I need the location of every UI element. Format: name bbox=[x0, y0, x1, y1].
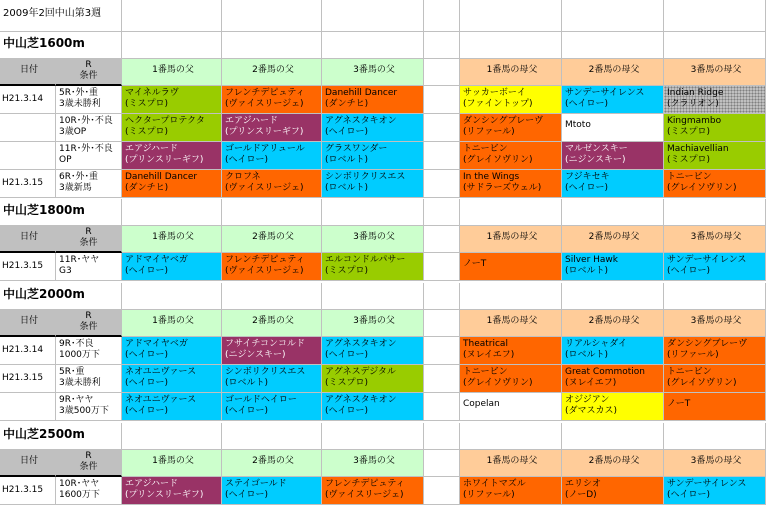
damsire-header-1[interactable] bbox=[460, 450, 562, 477]
sire-cell[interactable] bbox=[122, 170, 222, 198]
race-condition[interactable] bbox=[56, 142, 122, 170]
sire-header-2-text: 2番馬の父 bbox=[252, 65, 294, 75]
sire-cell-text: Danehill Dancer (ダンチヒ) bbox=[325, 88, 398, 109]
sire-header-3-text: 3番馬の父 bbox=[353, 65, 395, 75]
race-condition-text: 11R･ヤヤ G3 bbox=[59, 255, 100, 276]
sire-cell-text: ネオユニヴァース (ヘイロー) bbox=[125, 395, 197, 416]
empty-cell[interactable] bbox=[424, 423, 460, 450]
sire-cell-text: ゴールドアリュール (ヘイロー) bbox=[225, 144, 305, 165]
spacer-cell[interactable] bbox=[424, 226, 460, 253]
damsire-header-3-text: 3番馬の母父 bbox=[690, 232, 742, 242]
race-condition-text: 9R･ヤヤ 3歳500万下 bbox=[59, 395, 109, 416]
sire-cell-text: フレンチデピュティ (ヴァイスリージェ) bbox=[225, 88, 305, 109]
damsire-cell[interactable] bbox=[460, 337, 562, 365]
sire-cell-text: ヘクタープロテクタ (ミスプロ) bbox=[125, 116, 205, 137]
damsire-header-1[interactable] bbox=[460, 226, 562, 253]
sire-cell[interactable] bbox=[222, 253, 322, 281]
race-condition-text: 5R･外･重 3歳未勝利 bbox=[59, 88, 101, 109]
date-header[interactable] bbox=[0, 310, 56, 337]
damsire-cell-text: フジキセキ (ヘイロー) bbox=[565, 172, 610, 193]
empty-cell[interactable] bbox=[460, 0, 562, 32]
damsire-cell-text: トニービン (グレイソヴリン) bbox=[463, 367, 533, 388]
spacer-cell[interactable] bbox=[424, 86, 460, 114]
empty-cell[interactable] bbox=[664, 199, 766, 226]
sire-cell-text: フサイチコンコルド (ニジンスキー) bbox=[225, 339, 306, 360]
sire-header-2[interactable] bbox=[222, 59, 322, 86]
sire-cell[interactable] bbox=[322, 365, 424, 393]
sire-cell[interactable] bbox=[222, 477, 322, 505]
sire-cell-text: アグネスタキオン (ヘイロー) bbox=[325, 116, 397, 137]
sire-cell[interactable] bbox=[222, 365, 322, 393]
sire-cell-text: エアジハード (プリンスリーギフ) bbox=[125, 144, 204, 165]
sire-cell-text: グラスワンダー (ロベルト) bbox=[325, 144, 388, 165]
sheet-title-cell-text: 2009年2回中山第3週 bbox=[3, 8, 102, 19]
damsire-cell-text: サッカーボーイ (ファイントップ) bbox=[463, 88, 533, 109]
damsire-cell[interactable] bbox=[460, 86, 562, 114]
sire-cell[interactable] bbox=[322, 86, 424, 114]
empty-cell[interactable] bbox=[460, 283, 562, 310]
sire-cell[interactable] bbox=[322, 142, 424, 170]
damsire-header-3[interactable] bbox=[664, 450, 766, 477]
race-condition[interactable] bbox=[56, 365, 122, 393]
sire-cell[interactable] bbox=[222, 170, 322, 198]
race-date-text: H21.3.14 bbox=[2, 94, 44, 104]
sire-cell-text: フレンチデピュティ (ヴァイスリージェ) bbox=[225, 255, 305, 276]
empty-cell[interactable] bbox=[122, 32, 222, 59]
sire-cell-text: ネオユニヴァース (ヘイロー) bbox=[125, 367, 197, 388]
damsire-cell[interactable] bbox=[460, 477, 562, 505]
damsire-cell-text: ダンシングブレーヴ (リファール) bbox=[667, 339, 748, 360]
sire-cell-text: ステイゴールド (ヘイロー) bbox=[225, 479, 287, 500]
date-header-text: 日付 bbox=[19, 316, 38, 326]
sire-header-1[interactable] bbox=[122, 310, 222, 337]
empty-cell[interactable] bbox=[322, 199, 424, 226]
damsire-cell[interactable] bbox=[664, 86, 766, 114]
sire-cell[interactable] bbox=[122, 477, 222, 505]
race-condition-header[interactable] bbox=[56, 226, 122, 253]
race-condition-text: 9R･不良 1000万下 bbox=[59, 339, 100, 360]
damsire-cell[interactable] bbox=[460, 170, 562, 198]
damsire-header-1[interactable] bbox=[460, 59, 562, 86]
race-condition-header[interactable] bbox=[56, 310, 122, 337]
race-date[interactable] bbox=[0, 477, 56, 505]
damsire-cell-text: ノーT bbox=[463, 259, 487, 269]
course-header[interactable] bbox=[0, 32, 122, 59]
damsire-cell[interactable] bbox=[664, 365, 766, 393]
damsire-cell[interactable] bbox=[562, 86, 664, 114]
damsire-cell-text: トニービン (グレイソヴリン) bbox=[463, 144, 533, 165]
damsire-header-2-text: 2番馬の母父 bbox=[588, 232, 640, 242]
date-header-text: 日付 bbox=[19, 456, 38, 466]
empty-cell[interactable] bbox=[222, 283, 322, 310]
damsire-cell[interactable] bbox=[562, 337, 664, 365]
sire-cell[interactable] bbox=[222, 337, 322, 365]
date-header[interactable] bbox=[0, 450, 56, 477]
damsire-header-1-text: 1番馬の母父 bbox=[486, 65, 538, 75]
sire-header-3[interactable] bbox=[322, 226, 424, 253]
damsire-cell-text: Theatrical (ヌレイエフ) bbox=[463, 339, 515, 360]
sire-cell[interactable] bbox=[222, 86, 322, 114]
race-condition[interactable] bbox=[56, 170, 122, 198]
empty-cell[interactable] bbox=[424, 199, 460, 226]
spacer-cell[interactable] bbox=[424, 477, 460, 505]
race-date-text: H21.3.15 bbox=[2, 485, 44, 495]
sire-cell[interactable] bbox=[122, 365, 222, 393]
course-header[interactable] bbox=[0, 199, 122, 226]
date-header[interactable] bbox=[0, 59, 56, 86]
damsire-header-2[interactable] bbox=[562, 450, 664, 477]
empty-cell[interactable] bbox=[122, 423, 222, 450]
damsire-cell[interactable] bbox=[562, 114, 664, 142]
sire-cell-text: Danehill Dancer (ダンチヒ) bbox=[125, 172, 198, 193]
sire-cell[interactable] bbox=[122, 86, 222, 114]
course-header-text: 中山芝2500m bbox=[3, 427, 85, 441]
empty-cell[interactable] bbox=[664, 32, 766, 59]
damsire-cell[interactable] bbox=[664, 114, 766, 142]
race-condition-text: 5R･重 3歳未勝利 bbox=[59, 367, 101, 388]
sire-cell-text: エアジハード (プリンスリーギフ) bbox=[225, 116, 304, 137]
empty-cell[interactable] bbox=[562, 423, 664, 450]
spacer-cell[interactable] bbox=[424, 393, 460, 421]
sire-cell-text: ゴールドヘイロー (ヘイロー) bbox=[225, 395, 297, 416]
damsire-header-2-text: 2番馬の母父 bbox=[588, 456, 640, 466]
sire-header-3[interactable] bbox=[322, 59, 424, 86]
spacer-cell[interactable] bbox=[424, 365, 460, 393]
race-condition-header-text: R 条件 bbox=[79, 60, 98, 81]
empty-cell[interactable] bbox=[562, 0, 664, 32]
sire-cell[interactable] bbox=[322, 114, 424, 142]
damsire-cell[interactable] bbox=[664, 253, 766, 281]
race-condition-header[interactable] bbox=[56, 59, 122, 86]
course-header-text: 中山芝2000m bbox=[3, 287, 85, 301]
damsire-cell[interactable] bbox=[664, 170, 766, 198]
race-date-text: H21.3.14 bbox=[2, 345, 44, 355]
empty-cell[interactable] bbox=[424, 283, 460, 310]
course-header[interactable] bbox=[0, 283, 122, 310]
damsire-cell[interactable] bbox=[460, 393, 562, 421]
empty-cell[interactable] bbox=[460, 423, 562, 450]
empty-cell[interactable] bbox=[562, 32, 664, 59]
sire-header-2-text: 2番馬の父 bbox=[252, 456, 294, 466]
damsire-header-1-text: 1番馬の母父 bbox=[486, 316, 538, 326]
sire-header-1[interactable] bbox=[122, 59, 222, 86]
damsire-cell[interactable] bbox=[562, 170, 664, 198]
empty-cell[interactable] bbox=[222, 0, 322, 32]
sire-cell[interactable] bbox=[222, 114, 322, 142]
spacer-cell[interactable] bbox=[424, 170, 460, 198]
race-date[interactable] bbox=[0, 142, 56, 170]
date-header-text: 日付 bbox=[19, 232, 38, 242]
race-date-text: H21.3.15 bbox=[2, 373, 44, 383]
empty-cell[interactable] bbox=[322, 32, 424, 59]
sire-cell[interactable] bbox=[222, 393, 322, 421]
empty-cell[interactable] bbox=[322, 423, 424, 450]
sire-header-3-text: 3番馬の父 bbox=[353, 316, 395, 326]
empty-cell[interactable] bbox=[322, 283, 424, 310]
sire-cell-text: エルコンドルパサー (ミスプロ) bbox=[325, 255, 406, 276]
race-date[interactable] bbox=[0, 170, 56, 198]
sire-cell[interactable] bbox=[322, 253, 424, 281]
spacer-cell[interactable] bbox=[424, 114, 460, 142]
damsire-header-1[interactable] bbox=[460, 310, 562, 337]
sire-cell[interactable] bbox=[322, 170, 424, 198]
race-condition-header-text: R 条件 bbox=[79, 451, 98, 472]
spacer-cell[interactable] bbox=[424, 310, 460, 337]
damsire-cell-text: サンデーサイレンス (ヘイロー) bbox=[565, 88, 645, 109]
damsire-cell-text: トニービン (グレイソヴリン) bbox=[667, 367, 737, 388]
damsire-cell-text: ダンシングブレーヴ (リファール) bbox=[463, 116, 544, 137]
damsire-header-2[interactable] bbox=[562, 310, 664, 337]
sire-cell[interactable] bbox=[122, 142, 222, 170]
sheet-title-cell[interactable] bbox=[0, 0, 122, 32]
course-header[interactable] bbox=[0, 423, 122, 450]
damsire-header-1-text: 1番馬の母父 bbox=[486, 456, 538, 466]
damsire-header-3-text: 3番馬の母父 bbox=[690, 456, 742, 466]
course-header-text: 中山芝1800m bbox=[3, 203, 85, 217]
damsire-cell[interactable] bbox=[664, 337, 766, 365]
sire-header-2[interactable] bbox=[222, 450, 322, 477]
sire-header-2[interactable] bbox=[222, 226, 322, 253]
damsire-header-3[interactable] bbox=[664, 310, 766, 337]
damsire-cell[interactable] bbox=[460, 365, 562, 393]
sire-cell-text: アドマイヤベガ (ヘイロー) bbox=[125, 255, 188, 276]
sire-header-1-text: 1番馬の父 bbox=[152, 65, 194, 75]
empty-cell[interactable] bbox=[122, 199, 222, 226]
damsire-cell-text: Machiavellian (ミスプロ) bbox=[667, 144, 729, 165]
damsire-cell[interactable] bbox=[664, 477, 766, 505]
spacer-cell[interactable] bbox=[424, 142, 460, 170]
damsire-cell-text: ノーT bbox=[667, 399, 691, 409]
sire-cell-text: シンボリクリスエス (ロベルト) bbox=[325, 172, 406, 193]
course-header-text: 中山芝1600m bbox=[3, 36, 85, 50]
empty-cell[interactable] bbox=[424, 32, 460, 59]
damsire-cell-text: リアルシャダイ (ロベルト) bbox=[565, 339, 628, 360]
empty-cell[interactable] bbox=[460, 32, 562, 59]
sire-header-3[interactable] bbox=[322, 450, 424, 477]
sire-header-1[interactable] bbox=[122, 226, 222, 253]
race-condition-text: 6R･外･重 3歳新馬 bbox=[59, 172, 98, 193]
damsire-cell[interactable] bbox=[562, 477, 664, 505]
sire-header-3-text: 3番馬の父 bbox=[353, 232, 395, 242]
race-date[interactable] bbox=[0, 365, 56, 393]
spacer-cell[interactable] bbox=[424, 253, 460, 281]
empty-cell[interactable] bbox=[562, 199, 664, 226]
sire-cell[interactable] bbox=[322, 337, 424, 365]
date-header-text: 日付 bbox=[19, 65, 38, 75]
damsire-cell-text: サンデーサイレンス (ヘイロー) bbox=[667, 479, 747, 500]
sire-cell[interactable] bbox=[122, 114, 222, 142]
empty-cell[interactable] bbox=[122, 0, 222, 32]
sire-header-3[interactable] bbox=[322, 310, 424, 337]
race-condition-header-text: R 条件 bbox=[79, 227, 98, 248]
sire-header-2[interactable] bbox=[222, 310, 322, 337]
sire-header-3-text: 3番馬の父 bbox=[353, 456, 395, 466]
spacer-cell[interactable] bbox=[424, 59, 460, 86]
damsire-header-2-text: 2番馬の母父 bbox=[588, 65, 640, 75]
sire-cell-text: フレンチデピュティ (ヴァイスリージェ) bbox=[325, 479, 405, 500]
race-date[interactable] bbox=[0, 114, 56, 142]
empty-cell[interactable] bbox=[664, 423, 766, 450]
sire-cell-text: マイネルラヴ (ミスプロ) bbox=[125, 88, 179, 109]
race-condition[interactable] bbox=[56, 393, 122, 421]
race-condition-text: 10R･ヤヤ 1600万下 bbox=[59, 479, 100, 500]
damsire-cell[interactable] bbox=[562, 365, 664, 393]
sire-cell-text: アドマイヤベガ (ヘイロー) bbox=[125, 339, 188, 360]
race-date[interactable] bbox=[0, 253, 56, 281]
empty-cell[interactable] bbox=[322, 0, 424, 32]
race-condition[interactable] bbox=[56, 253, 122, 281]
damsire-header-2-text: 2番馬の母父 bbox=[588, 316, 640, 326]
sire-cell[interactable] bbox=[322, 393, 424, 421]
empty-cell[interactable] bbox=[664, 283, 766, 310]
race-condition-header[interactable] bbox=[56, 450, 122, 477]
damsire-cell-text: Indian Ridge (クラリオン) bbox=[667, 88, 724, 109]
empty-cell[interactable] bbox=[460, 199, 562, 226]
sire-header-1[interactable] bbox=[122, 450, 222, 477]
date-header[interactable] bbox=[0, 226, 56, 253]
race-condition-header-text: R 条件 bbox=[79, 311, 98, 332]
damsire-cell-text: Copelan bbox=[463, 399, 500, 409]
damsire-cell[interactable] bbox=[562, 393, 664, 421]
race-condition-text: 10R･外･不良 3歳OP bbox=[59, 116, 113, 137]
race-condition[interactable] bbox=[56, 477, 122, 505]
damsire-cell-text: Great Commotion (ヌレイエフ) bbox=[565, 367, 645, 388]
damsire-header-2[interactable] bbox=[562, 59, 664, 86]
damsire-cell-text: トニービン (グレイソヴリン) bbox=[667, 172, 737, 193]
sire-header-1-text: 1番馬の父 bbox=[152, 456, 194, 466]
damsire-cell-text: エリシオ (ノーD) bbox=[565, 479, 602, 500]
spacer-cell[interactable] bbox=[424, 450, 460, 477]
damsire-cell-text: Kingmambo (ミスプロ) bbox=[667, 116, 722, 137]
damsire-cell[interactable] bbox=[562, 253, 664, 281]
damsire-header-2[interactable] bbox=[562, 226, 664, 253]
damsire-header-3-text: 3番馬の母父 bbox=[690, 65, 742, 75]
damsire-cell-text: Silver Hawk (ロベルト) bbox=[565, 255, 618, 276]
sire-header-1-text: 1番馬の父 bbox=[152, 232, 194, 242]
empty-cell[interactable] bbox=[222, 32, 322, 59]
sire-header-2-text: 2番馬の父 bbox=[252, 316, 294, 326]
race-condition-text: 11R･外･不良 OP bbox=[59, 144, 113, 165]
damsire-header-1-text: 1番馬の母父 bbox=[486, 232, 538, 242]
empty-cell[interactable] bbox=[222, 423, 322, 450]
sire-header-1-text: 1番馬の父 bbox=[152, 316, 194, 326]
damsire-header-3[interactable] bbox=[664, 226, 766, 253]
damsire-cell-text: Mtoto bbox=[565, 120, 591, 130]
damsire-cell-text: オジジアン (ダマスカス) bbox=[565, 395, 618, 416]
damsire-cell[interactable] bbox=[664, 393, 766, 421]
damsire-cell[interactable] bbox=[460, 253, 562, 281]
race-date[interactable] bbox=[0, 393, 56, 421]
sire-cell[interactable] bbox=[222, 142, 322, 170]
damsire-cell-text: In the Wings (サドラーズウェル) bbox=[463, 172, 542, 193]
damsire-cell-text: ホワイトマズル (リファール) bbox=[463, 479, 526, 500]
damsire-cell[interactable] bbox=[664, 142, 766, 170]
sire-cell[interactable] bbox=[322, 477, 424, 505]
race-date[interactable] bbox=[0, 86, 56, 114]
sire-cell-text: アグネスデジタル (ミスプロ) bbox=[325, 367, 396, 388]
sire-cell-text: アグネスタキオン (ヘイロー) bbox=[325, 339, 397, 360]
empty-cell[interactable] bbox=[664, 0, 766, 32]
sire-cell[interactable] bbox=[122, 253, 222, 281]
damsire-cell-text: マルゼンスキー (ニジンスキー) bbox=[565, 144, 628, 165]
damsire-cell[interactable] bbox=[460, 114, 562, 142]
sire-cell-text: アグネスタキオン (ヘイロー) bbox=[325, 395, 397, 416]
damsire-cell-text: サンデーサイレンス (ヘイロー) bbox=[667, 255, 747, 276]
sire-cell[interactable] bbox=[122, 393, 222, 421]
empty-cell[interactable] bbox=[222, 199, 322, 226]
sire-header-2-text: 2番馬の父 bbox=[252, 232, 294, 242]
sire-cell[interactable] bbox=[122, 337, 222, 365]
race-date[interactable] bbox=[0, 337, 56, 365]
damsire-header-3[interactable] bbox=[664, 59, 766, 86]
damsire-cell[interactable] bbox=[460, 142, 562, 170]
damsire-header-3-text: 3番馬の母父 bbox=[690, 316, 742, 326]
damsire-cell[interactable] bbox=[562, 142, 664, 170]
sire-cell-text: シンボリクリスエス (ロベルト) bbox=[225, 367, 306, 388]
race-date-text: H21.3.15 bbox=[2, 178, 44, 188]
race-date-text: H21.3.15 bbox=[2, 261, 44, 271]
sire-cell-text: エアジハード (プリンスリーギフ) bbox=[125, 479, 204, 500]
sire-cell-text: クロフネ (ヴァイスリージェ) bbox=[225, 172, 304, 193]
empty-cell[interactable] bbox=[122, 283, 222, 310]
race-condition[interactable] bbox=[56, 114, 122, 142]
race-condition[interactable] bbox=[56, 86, 122, 114]
empty-cell[interactable] bbox=[424, 0, 460, 32]
race-condition[interactable] bbox=[56, 337, 122, 365]
empty-cell[interactable] bbox=[562, 283, 664, 310]
spacer-cell[interactable] bbox=[424, 337, 460, 365]
